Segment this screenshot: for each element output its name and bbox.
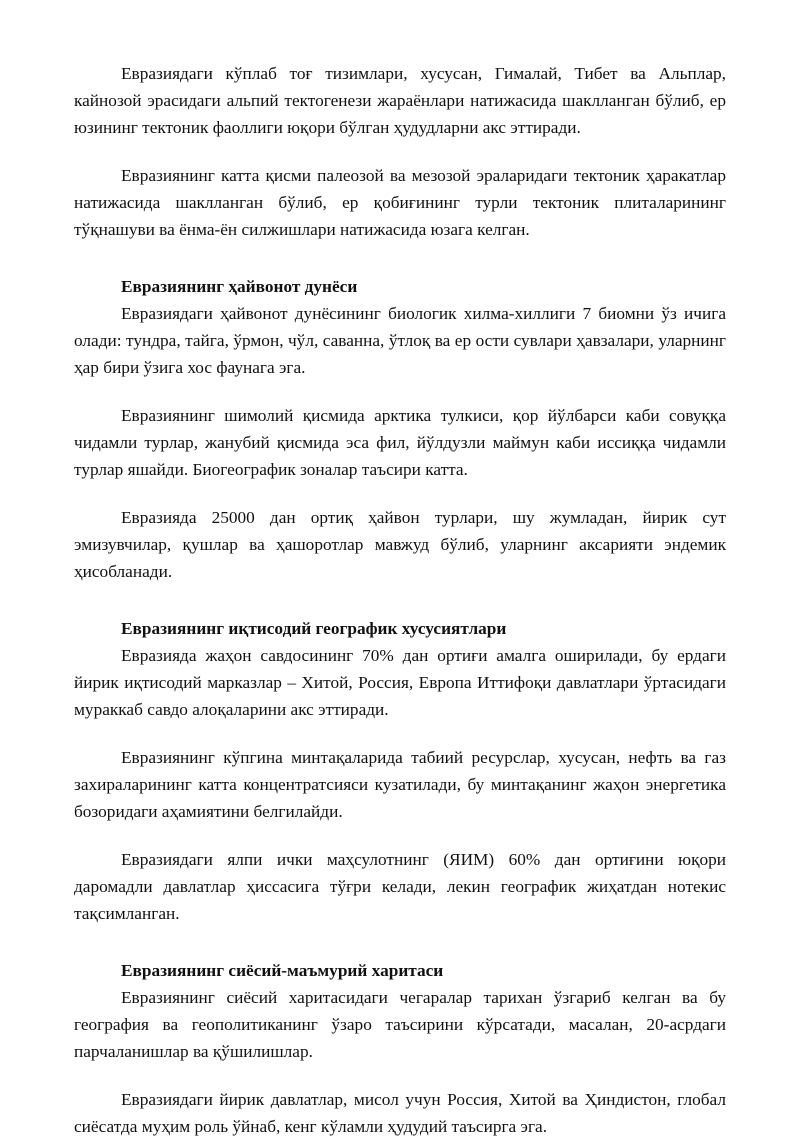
paragraph-fauna-north-south: Евразиянинг шимолий қисмида арктика тулкиси, қор йўлбарси каби совуққа чидамли турлар, жанубий қисмида эса фил, йўлдузли маймун каби иссиққа чидамли турлар яшайди. Биогеографик зоналар таъсири катта. (74, 406, 726, 479)
paragraph-politics-borders: Евразиянинг сиёсий харитасидаги чегаралар тарихан ўзгариб келган ва бу география ва геополитиканинг ўзаро таъсирини кўрсатади, масалан, 20-асрдаги парчаланишлар ва қўшилишлар. (74, 988, 726, 1061)
paragraph-fauna-species-count: Евразияда 25000 дан ортиқ ҳайвон турлари, шу жумладан, йирик сут эмизувчилар, қушлар ва ҳашоротлар мавжуд бўлиб, уларнинг аксарияти эндемик ҳисобланади. (74, 508, 726, 581)
paragraph-politics-major-states: Евразиядаги йирик давлатлар, мисол учун Россия, Хитой ва Ҳиндистон, глобал сиёсатда муҳим роль ўйнаб, кенг кўламли ҳудудий таъсирга эга. (74, 1090, 726, 1136)
paragraph-economy-resources: Евразиянинг кўпгина минтақаларида табиий ресурслар, хусусан, нефть ва газ захираларининг катта концентратсияси кузатилади, бу минтақанинг жаҳон энергетика бозоридаги аҳамиятини белгилайди. (74, 748, 726, 821)
heading-economy: Евразиянинг иқтисодий географик хусусиятлари (121, 619, 507, 638)
paragraph-economy-gdp: Евразиядаги ялпи ички маҳсулотнинг (ЯИМ) 60% дан ортиғини юқори даромадли давлатлар ҳиссасига тўғри келади, лекин географик жиҳатдан нотекис тақсимланган. (74, 850, 726, 923)
document-page (74, 60, 726, 1140)
heading-fauna: Евразиянинг ҳайвонот дунёси (121, 277, 358, 296)
paragraph-fauna-biomes: Евразиядаги ҳайвонот дунёсининг биологик хилма-хиллиги 7 биомни ўз ичига олади: тундра, тайга, ўрмон, чўл, саванна, ўтлоқ ва ер ости сувлари ҳавзалари, уларнинг ҳар бири ўзига хос фаунага эга. (74, 304, 726, 377)
heading-politics: Евразиянинг сиёсий-маъмурий харитаси (121, 961, 444, 980)
paragraph-mountain-systems: Евразиядаги кўплаб тоғ тизимлари, хусусан, Гималай, Тибет ва Альплар, кайнозой эрасидаги альпий тектогенези жараёнлари натижасида шаклланган бўлиб, ер юзининг тектоник фаоллиги юқори бўлган ҳудудларни акс эттиради. (74, 64, 726, 137)
paragraph-economy-trade: Евразияда жаҳон савдосининг 70% дан ортиғи амалга оширилади, бу ердаги йирик иқтисодий марказлар – Хитой, Россия, Европа Иттифоқи давлатлари ўртасидаги мураккаб савдо алоқаларини акс эттиради. (74, 646, 726, 719)
paragraph-tectonic-movements: Евразиянинг катта қисми палеозой ва мезозой эраларидаги тектоник ҳаракатлар натижасида шаклланган бўлиб, ер қобиғининг турли тектоник плиталарининг тўқнашуви ва ёнма-ён силжишлари натижасида юзага келган. (74, 166, 726, 239)
